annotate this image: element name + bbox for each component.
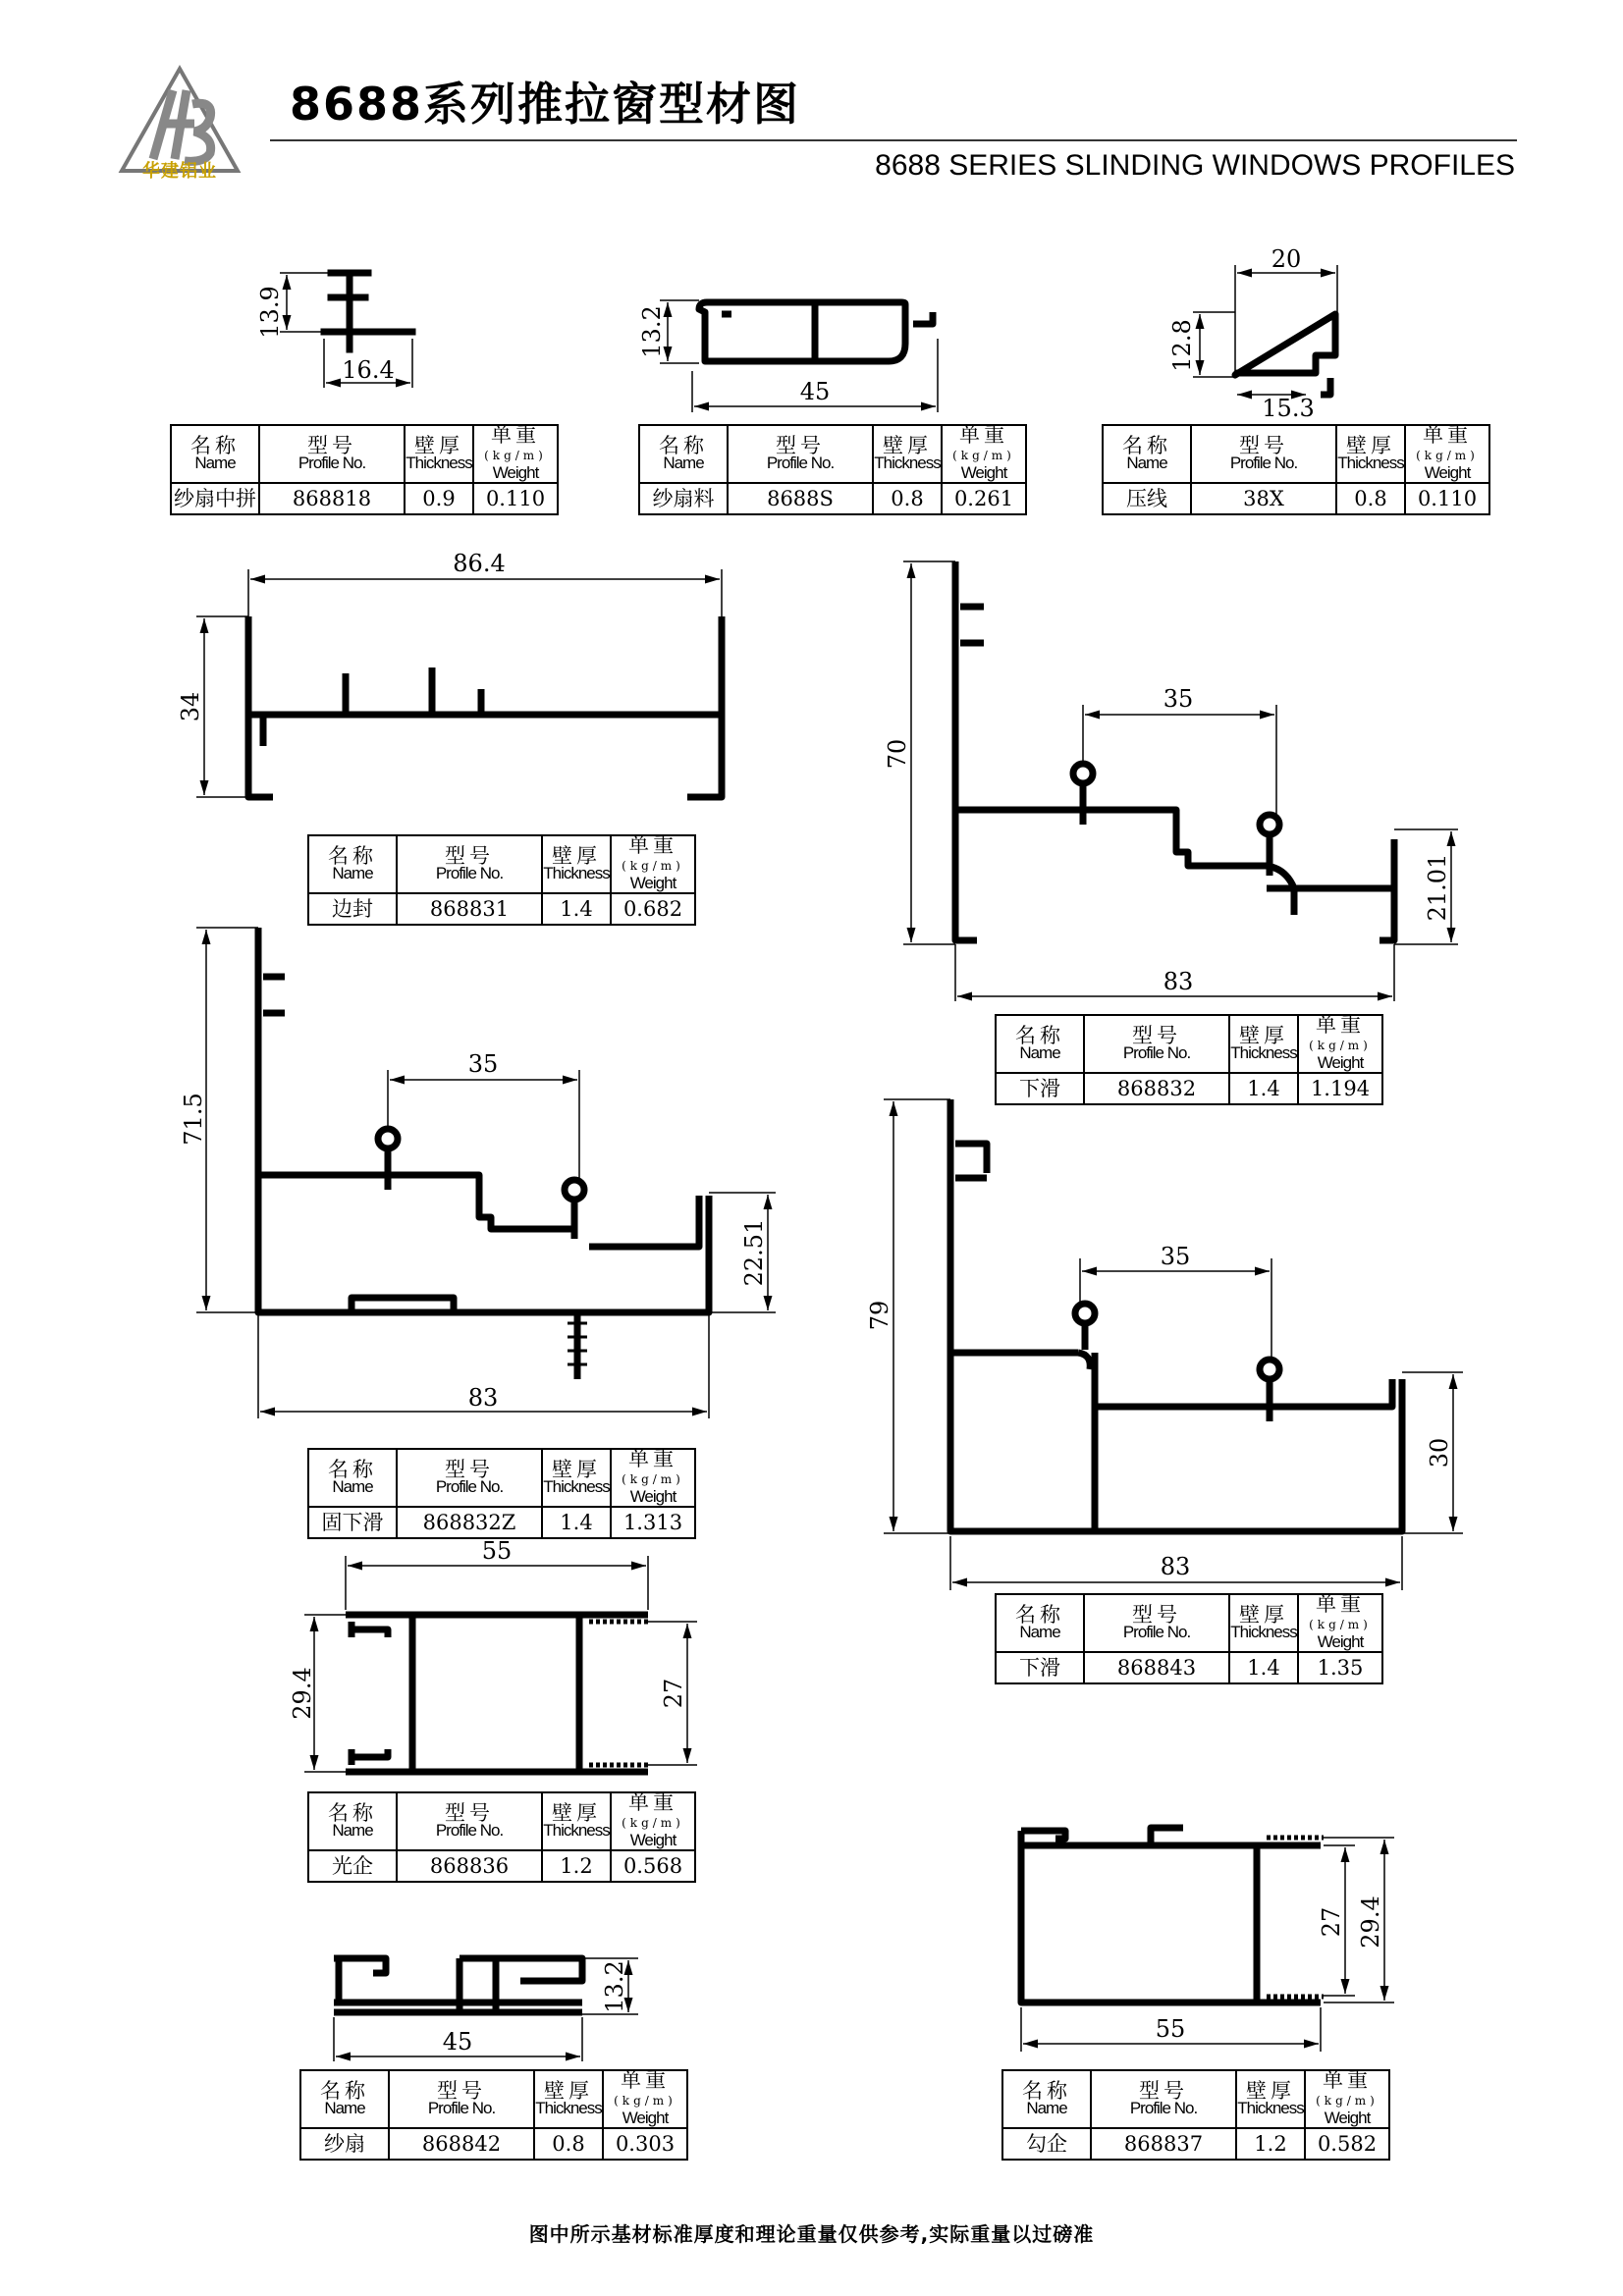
profile-868832-dims: [903, 561, 1458, 1001]
header-thickness: 壁厚 Thickness: [405, 425, 473, 483]
dim-868832-height: 70: [884, 738, 911, 770]
header-profile: 型号 Profile No.: [389, 2070, 534, 2128]
profile-8688S-drawing: [699, 302, 933, 361]
header-profile: 型号 Profile No.: [728, 425, 873, 483]
profile-weight: 0.682: [611, 893, 695, 925]
profile-868842-drawing: [334, 1958, 582, 2012]
profile-868837-drawing: [1021, 1828, 1324, 2002]
dim-868832Z-width: 83: [467, 1384, 499, 1412]
spec-table-868831: [307, 834, 696, 926]
dim-868836-inner: 27: [660, 1678, 687, 1709]
profile-thickness: 1.4: [542, 1507, 611, 1538]
header-weight: 单重(kg/m) Weight: [611, 835, 695, 893]
header-weight: 单重(kg/m) Weight: [603, 2070, 687, 2128]
header-thickness: 壁厚 Thickness: [542, 1792, 611, 1850]
header-weight: 单重(kg/m) Weight: [1298, 1015, 1382, 1073]
profile-name: 压线: [1103, 483, 1191, 514]
header-profile: 型号 Profile No.: [397, 1792, 542, 1850]
spec-table-868842: [299, 2069, 688, 2161]
page-title: 8688系列推拉窗型材图: [290, 78, 801, 131]
profile-38X-drawing: [1235, 314, 1335, 395]
profile-name: 边封: [308, 893, 397, 925]
spec-table-868832: [995, 1014, 1383, 1105]
profile-weight: 0.110: [473, 483, 558, 514]
dim-868842-width: 45: [442, 2028, 473, 2056]
profile-weight: 1.194: [1298, 1073, 1382, 1104]
header-name: 名称 Name: [308, 835, 397, 893]
profile-number: 8688S: [728, 483, 873, 514]
header-thickness: 壁厚 Thickness: [542, 835, 611, 893]
spec-table-38X: [1102, 424, 1490, 515]
profile-number: 868836: [397, 1850, 542, 1882]
dim-868836-height: 29.4: [289, 1667, 316, 1720]
profile-weight: 0.568: [611, 1850, 695, 1882]
footer-note: 图中所示基材标准厚度和理论重量仅供参考,实际重量以过磅准: [528, 2222, 1095, 2246]
profile-number: 868843: [1084, 1652, 1229, 1683]
spec-table-868837: [1001, 2069, 1390, 2161]
header-name: 名称 Name: [996, 1594, 1084, 1652]
logo-text: 华建铝业: [142, 161, 217, 182]
header-weight: 单重(kg/m) Weight: [942, 425, 1026, 483]
dim-868837-height: 29.4: [1357, 1896, 1384, 1949]
header-weight: 单重(kg/m) Weight: [1305, 2070, 1389, 2128]
header-thickness: 壁厚 Thickness: [534, 2070, 603, 2128]
header-name: 名称 Name: [300, 2070, 389, 2128]
dim-38X-top: 20: [1271, 245, 1302, 273]
profile-name: 光企: [308, 1850, 397, 1882]
dim-868837-width: 55: [1155, 2015, 1186, 2043]
header-profile: 型号 Profile No.: [259, 425, 405, 483]
profile-name: 纱扇: [300, 2128, 389, 2160]
dim-868843-height: 79: [866, 1300, 893, 1331]
profile-868836-dims: [304, 1556, 697, 1772]
profile-name: 下滑: [996, 1073, 1084, 1104]
dim-868832-right: 21.01: [1424, 853, 1451, 922]
profile-868831-dims: [196, 569, 722, 797]
dim-868837-inner: 27: [1318, 1906, 1345, 1938]
profile-number: 868837: [1091, 2128, 1236, 2160]
header-thickness: 壁厚 Thickness: [873, 425, 942, 483]
header-thickness: 壁厚 Thickness: [1229, 1015, 1298, 1073]
header-weight: 单重(kg/m) Weight: [473, 425, 558, 483]
dim-8688S-width: 45: [799, 378, 831, 405]
header-name: 名称 Name: [1002, 2070, 1091, 2128]
profile-thickness: 0.8: [873, 483, 942, 514]
dim-38X-bottom: 15.3: [1262, 395, 1315, 422]
profile-number: 868842: [389, 2128, 534, 2160]
dim-868843-35: 35: [1160, 1243, 1191, 1270]
header-profile: 型号 Profile No.: [397, 835, 542, 893]
profile-weight: 0.303: [603, 2128, 687, 2160]
header-profile: 型号 Profile No.: [1084, 1015, 1229, 1073]
profile-weight: 0.261: [942, 483, 1026, 514]
profile-number: 868818: [259, 483, 405, 514]
header-weight: 单重(kg/m) Weight: [611, 1792, 695, 1850]
profile-868832-drawing: [955, 561, 1394, 940]
header-weight: 单重(kg/m) Weight: [1405, 425, 1489, 483]
dim-38X-height: 12.8: [1168, 319, 1196, 372]
profile-weight: 1.35: [1298, 1652, 1382, 1683]
profile-weight: 0.582: [1305, 2128, 1389, 2160]
profile-thickness: 0.9: [405, 483, 473, 514]
profile-thickness: 0.8: [1336, 483, 1405, 514]
profile-868837-dims: [1021, 1838, 1394, 2052]
header-name: 名称 Name: [639, 425, 728, 483]
dim-868832Z-height: 71.5: [180, 1093, 207, 1146]
profile-weight: 1.313: [611, 1507, 695, 1538]
profile-thickness: 1.2: [542, 1850, 611, 1882]
dim-868831-height: 34: [177, 691, 204, 722]
dim-868832Z-35: 35: [467, 1050, 499, 1078]
spec-table-868818: [170, 424, 559, 515]
page-subtitle: 8688 SERIES SLINDING WINDOWS PROFILES: [875, 149, 1515, 182]
dim-868818-height: 13.9: [256, 286, 284, 339]
header-weight: 单重(kg/m) Weight: [1298, 1594, 1382, 1652]
profile-thickness: 1.4: [1229, 1652, 1298, 1683]
profile-868818-drawing: [324, 273, 412, 349]
profile-name: 下滑: [996, 1652, 1084, 1683]
spec-table-868843: [995, 1593, 1383, 1684]
dim-868843-width: 83: [1160, 1553, 1191, 1580]
header-weight: 单重(kg/m) Weight: [611, 1449, 695, 1507]
dim-868818-width: 16.4: [342, 356, 395, 384]
spec-table-8688S: [638, 424, 1027, 515]
header-thickness: 壁厚 Thickness: [1229, 1594, 1298, 1652]
profile-868831-drawing: [248, 616, 722, 797]
header-profile: 型号 Profile No.: [397, 1449, 542, 1507]
profile-868843-drawing: [950, 1099, 1402, 1531]
dim-868831-width: 86.4: [453, 550, 506, 577]
header-name: 名称 Name: [308, 1449, 397, 1507]
header-profile: 型号 Profile No.: [1091, 2070, 1236, 2128]
dim-868843-right: 30: [1426, 1437, 1453, 1468]
profile-number: 868832: [1084, 1073, 1229, 1104]
profile-number: 868832Z: [397, 1507, 542, 1538]
profile-thickness: 0.8: [534, 2128, 603, 2160]
dim-868842-height: 13.2: [601, 1960, 628, 2013]
profile-868832Z-drawing: [258, 928, 709, 1379]
profile-name: 固下滑: [308, 1507, 397, 1538]
spec-table-868832Z: [307, 1448, 696, 1539]
spec-table-868836: [307, 1791, 696, 1883]
dim-868832-width: 83: [1163, 968, 1194, 995]
profile-weight: 0.110: [1405, 483, 1489, 514]
header-name: 名称 Name: [1103, 425, 1191, 483]
header-name: 名称 Name: [996, 1015, 1084, 1073]
profile-name: 纱扇料: [639, 483, 728, 514]
profile-number: 868831: [397, 893, 542, 925]
profile-number: 38X: [1191, 483, 1336, 514]
profile-thickness: 1.2: [1236, 2128, 1305, 2160]
profile-868836-drawing: [346, 1615, 648, 1772]
dim-868832-35: 35: [1163, 685, 1194, 713]
dim-868836-width: 55: [481, 1537, 513, 1565]
header-profile: 型号 Profile No.: [1084, 1594, 1229, 1652]
profile-thickness: 1.4: [542, 893, 611, 925]
header-name: 名称 Name: [308, 1792, 397, 1850]
profile-name: 勾企: [1002, 2128, 1091, 2160]
header-profile: 型号 Profile No.: [1191, 425, 1336, 483]
dim-8688S-height: 13.2: [638, 305, 666, 358]
profile-868843-dims: [884, 1099, 1463, 1590]
header-name: 名称 Name: [171, 425, 259, 483]
header-thickness: 壁厚 Thickness: [1336, 425, 1405, 483]
profile-name: 纱扇中拼: [171, 483, 259, 514]
header-thickness: 壁厚 Thickness: [1236, 2070, 1305, 2128]
dim-868832Z-right: 22.51: [740, 1218, 768, 1287]
profile-thickness: 1.4: [1229, 1073, 1298, 1104]
header-thickness: 壁厚 Thickness: [542, 1449, 611, 1507]
